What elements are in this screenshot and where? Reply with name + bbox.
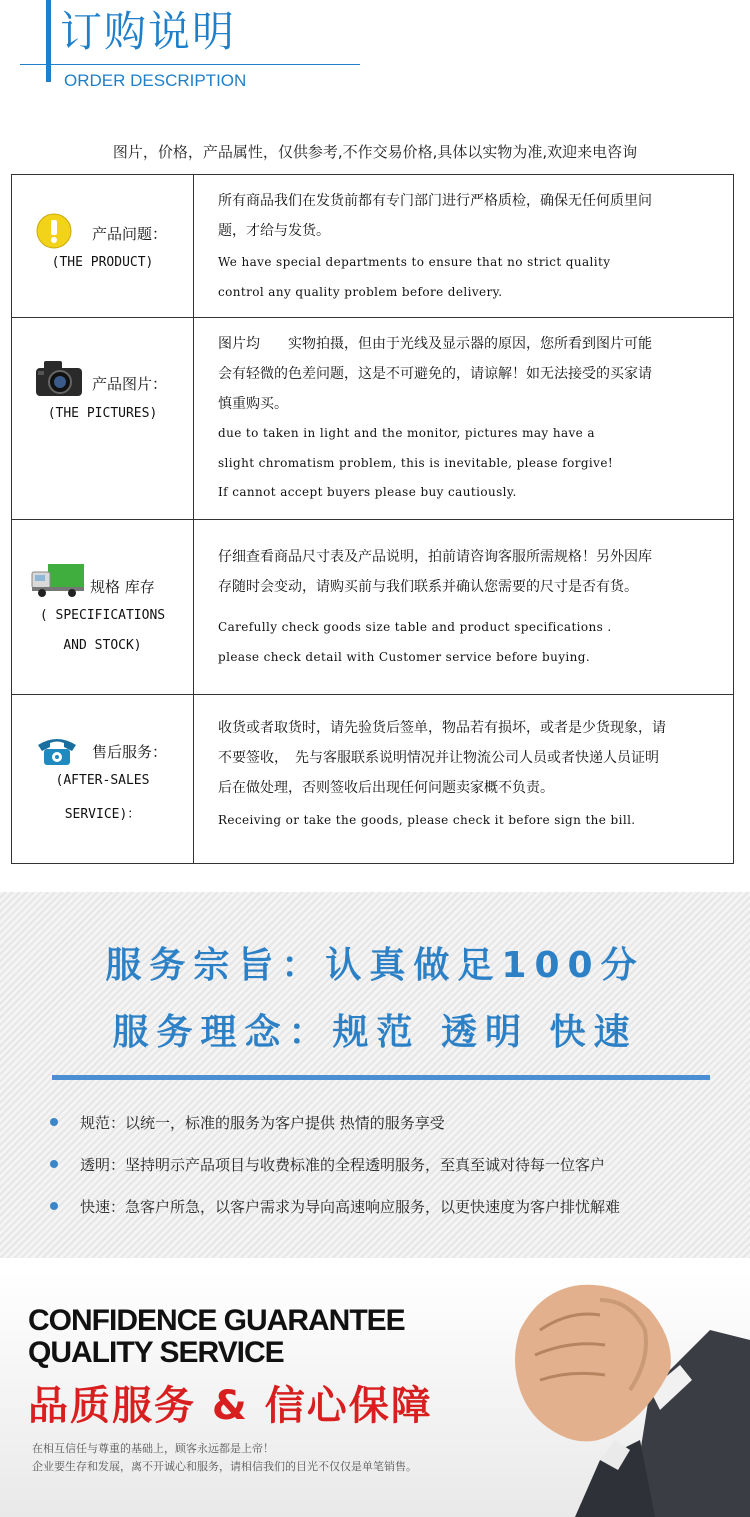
service-bullet-text: 规范：以统一，标准的服务为客户提供 热情的服务享受	[80, 1114, 445, 1132]
service-concept-heading: 服务理念：规范 透明 快速	[112, 1012, 638, 1053]
table-row-after-sales	[12, 695, 733, 863]
row-label-cn: 规格 库存	[90, 578, 155, 596]
banner-title-cn: 品质服务 & 信心保障	[28, 1383, 433, 1429]
banner-slogan-1: 在相互信任与尊重的基础上，顾客永远都是上帝！	[32, 1442, 274, 1455]
row-text-cn: 不要签收， 先与客服联系说明情况并让物流公司人员或者快递人员证明	[218, 750, 659, 766]
page-subtitle: ORDER DESCRIPTION	[64, 71, 247, 90]
row-text-cn: 收货或者取货时，请先验货后签单，物品若有损坏，或者是少货现象，请	[218, 720, 666, 736]
row-label-en: ( SPECIFICATIONS	[39, 608, 166, 623]
truck-icon	[30, 562, 86, 598]
row-text-cn: 会有轻微的色差问题，这是不可避免的，请谅解！如无法接受的买家请	[218, 366, 652, 382]
row-text-en: please check detail with Customer service before buying.	[218, 650, 591, 664]
service-bullet	[50, 1196, 620, 1217]
row-text-cn: 慎重购买。	[218, 396, 288, 412]
row-text-cn: 仔细查看商品尺寸表及产品说明，拍前请咨询客服所需规格！另外因库	[218, 549, 652, 565]
service-bullet	[50, 1112, 445, 1133]
row-label-cell	[12, 695, 194, 863]
row-text-en: due to taken in light and the monitor, pictures may have a	[218, 426, 595, 440]
row-label-cn: 产品问题：	[92, 225, 168, 243]
row-text-cn: 后在做处理，否则签收后出现任何问题卖家概不负责。	[218, 780, 554, 796]
bullet-dot-icon	[50, 1202, 58, 1210]
handshake-image	[480, 1270, 750, 1517]
phone-icon	[34, 733, 80, 767]
service-section	[0, 892, 750, 1258]
row-text-en: control any quality problem before delivery.	[218, 285, 503, 299]
row-label-en: AND STOCK)	[63, 638, 142, 653]
table-row-specifications	[12, 520, 733, 695]
header-accent-bar	[46, 0, 51, 82]
row-text-en: Carefully check goods size table and product specifications .	[218, 620, 612, 634]
bullet-dot-icon	[50, 1118, 58, 1126]
price-notice: 图片，价格，产品属性，仅供参考,不作交易价格,具体以实物为准,欢迎来电咨询	[112, 143, 638, 161]
row-text-en: If cannot accept buyers please buy cautiously.	[218, 485, 517, 499]
row-text-cn: 所有商品我们在发货前都有专门部门进行严格质检，确保无任何质里问	[218, 193, 652, 209]
service-divider	[52, 1075, 710, 1080]
row-label-en: (THE PICTURES)	[47, 406, 158, 421]
row-label-cn: 售后服务：	[92, 743, 168, 761]
banner-title-en-1: CONFIDENCE GUARANTEE	[28, 1304, 405, 1337]
service-bullet	[50, 1154, 605, 1175]
page-title: 订购说明	[60, 7, 237, 56]
row-text-cn: 存随时会变动，请购买前与我们联系并确认您需要的尺寸是否有货。	[218, 579, 638, 595]
warning-icon	[36, 213, 72, 249]
service-purpose-heading: 服务宗旨：认真做足100分	[105, 945, 645, 986]
row-label-en: (THE PRODUCT)	[51, 255, 154, 270]
banner-title-en-2: QUALITY SERVICE	[28, 1336, 284, 1369]
row-label-en: SERVICE)：	[64, 807, 141, 822]
camera-icon	[34, 358, 84, 398]
row-text-en: slight chromatism problem, this is inevitable, please forgive!	[218, 456, 614, 470]
row-text-cn: 图片均 实物拍摄，但由于光线及显示器的原因，您所看到图片可能	[218, 336, 652, 352]
guarantee-banner	[0, 1270, 750, 1517]
row-label-cn: 产品图片：	[92, 375, 168, 393]
header-divider	[20, 64, 360, 65]
row-label-cell	[12, 520, 194, 694]
banner-slogan-2: 企业要生存和发展，离不开诚心和服务，请相信我们的目光不仅仅是单笔销售。	[32, 1460, 417, 1473]
row-text-en: Receiving or take the goods, please check it before sign the bill.	[218, 813, 636, 827]
row-label-en: (AFTER-SALES	[55, 773, 150, 788]
table-row-pictures	[12, 318, 733, 520]
service-bullet-text: 透明：坚持明示产品项目与收费标准的全程透明服务，至真至诚对待每一位客户	[80, 1156, 606, 1174]
order-info-table	[11, 174, 734, 864]
row-text-cn: 题，才给与发货。	[218, 223, 330, 239]
service-bullet-text: 快速：急客户所急，以客户需求为导向高速响应服务，以更快速度为客户排忧解难	[80, 1198, 621, 1216]
row-label-cell	[12, 318, 194, 519]
row-label-cell	[12, 175, 194, 317]
row-text-en: We have special departments to ensure that no strict quality	[218, 255, 611, 269]
table-row-product	[12, 175, 733, 318]
bullet-dot-icon	[50, 1160, 58, 1168]
